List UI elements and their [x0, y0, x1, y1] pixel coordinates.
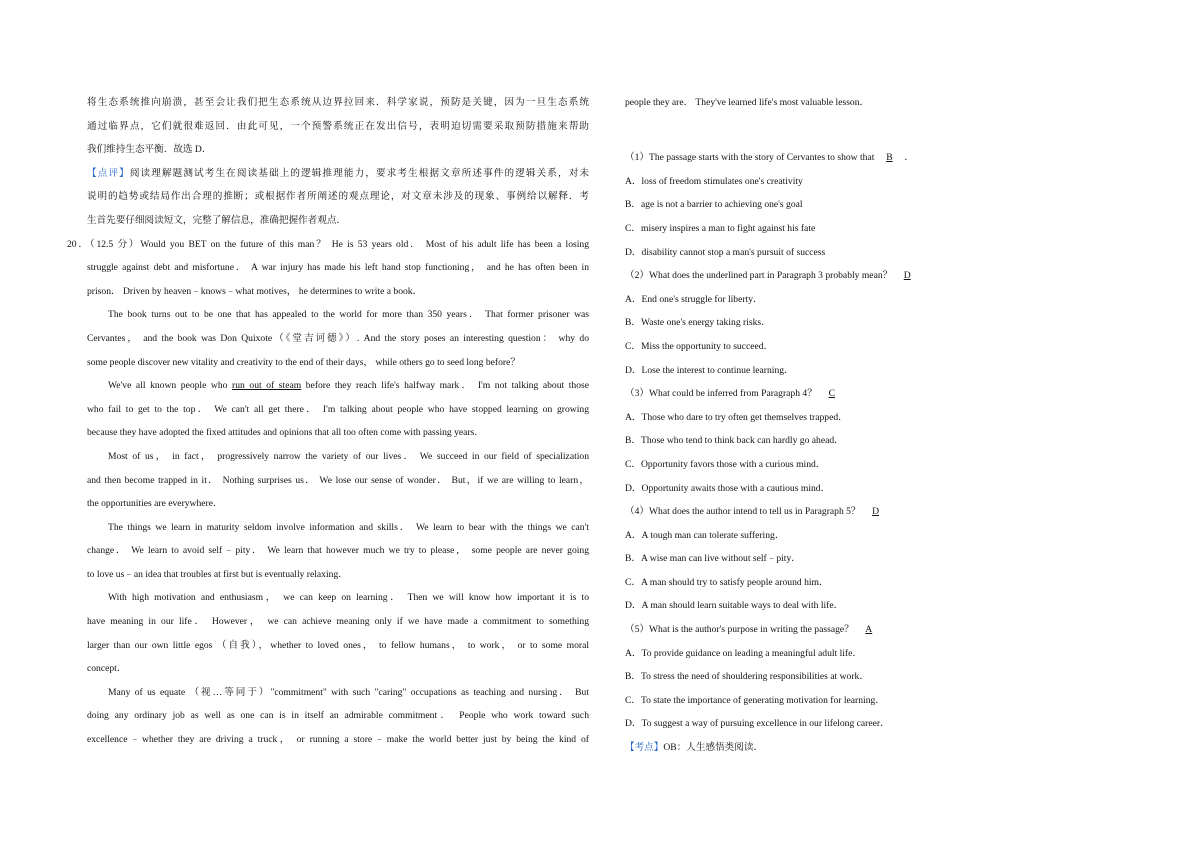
passage-line: and then become trapped in it． Nothing surprises us． We lose our sense of wonder． But，if we are willing to learn， [87, 474, 589, 486]
question-5 [625, 621, 1130, 739]
answer-blank: D [872, 506, 879, 518]
explanation-block [87, 94, 589, 165]
comment-line: 【点评】阅读理解题测试考生在阅读基础上的逻辑推理能力，要求考生根据文章所述事件的逻辑关系，对未 [87, 167, 589, 179]
passage-line: With high motivation and enthusiasm， we can keep on learning． Then we will know how important it is to [108, 592, 589, 604]
point-line: 【考点】OB：人生感悟类阅读． [625, 742, 764, 754]
explanation-line: 通过临界点，它们就很难返回．由此可见，一个预警系统正在发出信号，表明迫切需要采取预防措施来帮助 [87, 120, 589, 132]
left-column [67, 94, 589, 755]
option: A．A tough man can tolerate suffering． [625, 529, 785, 541]
passage-line: 20．（12.5 分）Would you BET on the future of this man？ He is 53 years old． Most of his adult life has been a losing [67, 238, 589, 250]
option: C．A man should try to satisfy people around him． [625, 576, 829, 588]
point-tag: 【考点】 [625, 742, 664, 754]
option: C．Miss the opportunity to succeed． [625, 340, 774, 352]
question-stem: （3）What could be inferred from Paragraph 4？ C [625, 385, 1130, 409]
passage-line: concept． [87, 663, 127, 675]
comment-line: 说明的趋势或结局作出合理的推断；或根据作者所阐述的观点理论，对文章未涉及的现象、事例给以解释．考 [87, 191, 589, 203]
option: A．To provide guidance on leading a meaningful adult life． [625, 647, 862, 659]
passage-line: excellence﹣whether they are driving a truck， or running a store﹣make the world better just by being the kind of [87, 734, 589, 746]
passage-line: change． We learn to avoid self﹣pity． We learn that however much we try to please， some people are never going [87, 545, 589, 557]
option: D．To suggest a way of pursuing excellence in our lifelong career． [625, 718, 890, 730]
question-stem: （1）The passage starts with the story of Cervantes to show that B ． [625, 149, 1130, 173]
option: D．Opportunity awaits those with a cautious mind． [625, 482, 831, 494]
explanation-line: 将生态系统推向崩溃，甚至会让我们把生态系统从边界拉回来．科学家说，预防是关键，因为一旦生态系统 [87, 97, 589, 108]
option: B．Those who tend to think back can hardly go ahead． [625, 435, 844, 447]
passage-line: Many of us equate （视…等同于）"commitment" with such "caring" occupations as teaching and nursing． But [108, 686, 589, 698]
passage-line: prison． Driven by heaven﹣knows﹣what motives， he determines to write a book． [87, 285, 423, 297]
passage-line: The things we learn in maturity seldom involve information and skills． We learn to bear with the things we can't [108, 521, 589, 533]
question-20-passage [67, 236, 589, 755]
option: B．A wise man can live without self﹣pity． [625, 553, 801, 565]
question-stem: （5）What is the author's purpose in writing the passage？ A [625, 621, 1130, 645]
right-column [625, 94, 1130, 763]
passage-line: larger than our own little egos （自我），whether to loved ones， to fellow humans， to work， or to some moral [87, 639, 589, 651]
comment-tag: 【点评】 [87, 167, 130, 179]
passage-line: doing any ordinary job as well as one can is in itself an admirable commitment． People who work toward such [87, 710, 589, 722]
answer-blank: C [828, 388, 836, 400]
passage-line: We've all known people who run out of steam before they reach life's halfway mark． I'm not talking about those [108, 380, 589, 392]
comment-line: 生首先要仔细阅读短文，完整了解信息，准确把握作者观点． [87, 214, 347, 226]
passage-line: who fail to get to the top． We can't all get there． I'm talking about people who have stopped learning on growing [87, 403, 589, 415]
question-4 [625, 503, 1130, 621]
passage-line: people they are． They've learned life's most valuable lesson． [625, 97, 870, 108]
option: C．Opportunity favors those with a curious mind． [625, 458, 826, 470]
answer-blank: B [886, 152, 893, 164]
passage-line: because they have adopted the fixed attitudes and opinions that all too often come with passing years． [87, 427, 484, 439]
option: A．loss of freedom stimulates one's creativity [625, 175, 803, 187]
question-stem: （4）What does the author intend to tell us in Paragraph 5？ D [625, 503, 1130, 527]
option: A．Those who dare to try often get themselves trapped． [625, 411, 848, 423]
option: D．disability cannot stop a man's pursuit of success [625, 246, 826, 258]
passage-line: The book turns out to be one that has appealed to the world for more than 350 years． That former prisoner was [108, 309, 589, 321]
answer-blank: D [903, 270, 911, 282]
comment-block [87, 165, 589, 236]
question-3 [625, 385, 1130, 503]
option: B．Waste one's energy taking risks． [625, 317, 771, 329]
underlined-phrase: run out of steam [232, 380, 302, 392]
passage-line: have meaning in our life． However， we can achieve meaning only if we have made a commitment to something [87, 616, 589, 628]
option: C．To state the importance of generating motivation for learning． [625, 694, 885, 706]
passage-line: some people discover new vitality and creativity to the end of their days， while others go to seed long before？ [87, 356, 520, 368]
answer-blank: A [865, 624, 873, 636]
option: B．age is not a barrier to achieving one's goal [625, 199, 803, 211]
question-2 [625, 267, 1130, 385]
question-number: 20． [67, 238, 90, 250]
option: A．End one's struggle for liberty． [625, 293, 763, 305]
passage-line: the opportunities are everywhere． [87, 498, 223, 510]
option: D．A man should learn suitable ways to deal with life． [625, 600, 844, 612]
passage-line: struggle against debt and misfortune． A war injury has made his left hand stop functioning， and he has often been in [87, 262, 589, 274]
question-score: （12.5 分） [89, 238, 141, 250]
passage-line: Most of us， in fact， progressively narrow the variety of our lives． We succeed in our field of specialization [108, 450, 589, 462]
option: D．Lose the interest to continue learning． [625, 364, 794, 376]
option: C．misery inspires a man to fight against his fate [625, 222, 816, 234]
passage-line: Cervantes， and the book was Don Quixote（《堂吉诃德》）. And the story poses an interesting question： why do [87, 332, 589, 344]
explanation-line: 我们维持生态平衡．故选 D． [87, 144, 212, 156]
question-1 [625, 149, 1130, 267]
passage-line: to love us﹣an idea that troubles at first but is eventually relaxing． [87, 568, 348, 580]
question-stem: （2）What does the underlined part in Paragraph 3 probably mean？ D [625, 267, 1130, 291]
option: B．To stress the need of shouldering responsibilities at work． [625, 671, 869, 683]
